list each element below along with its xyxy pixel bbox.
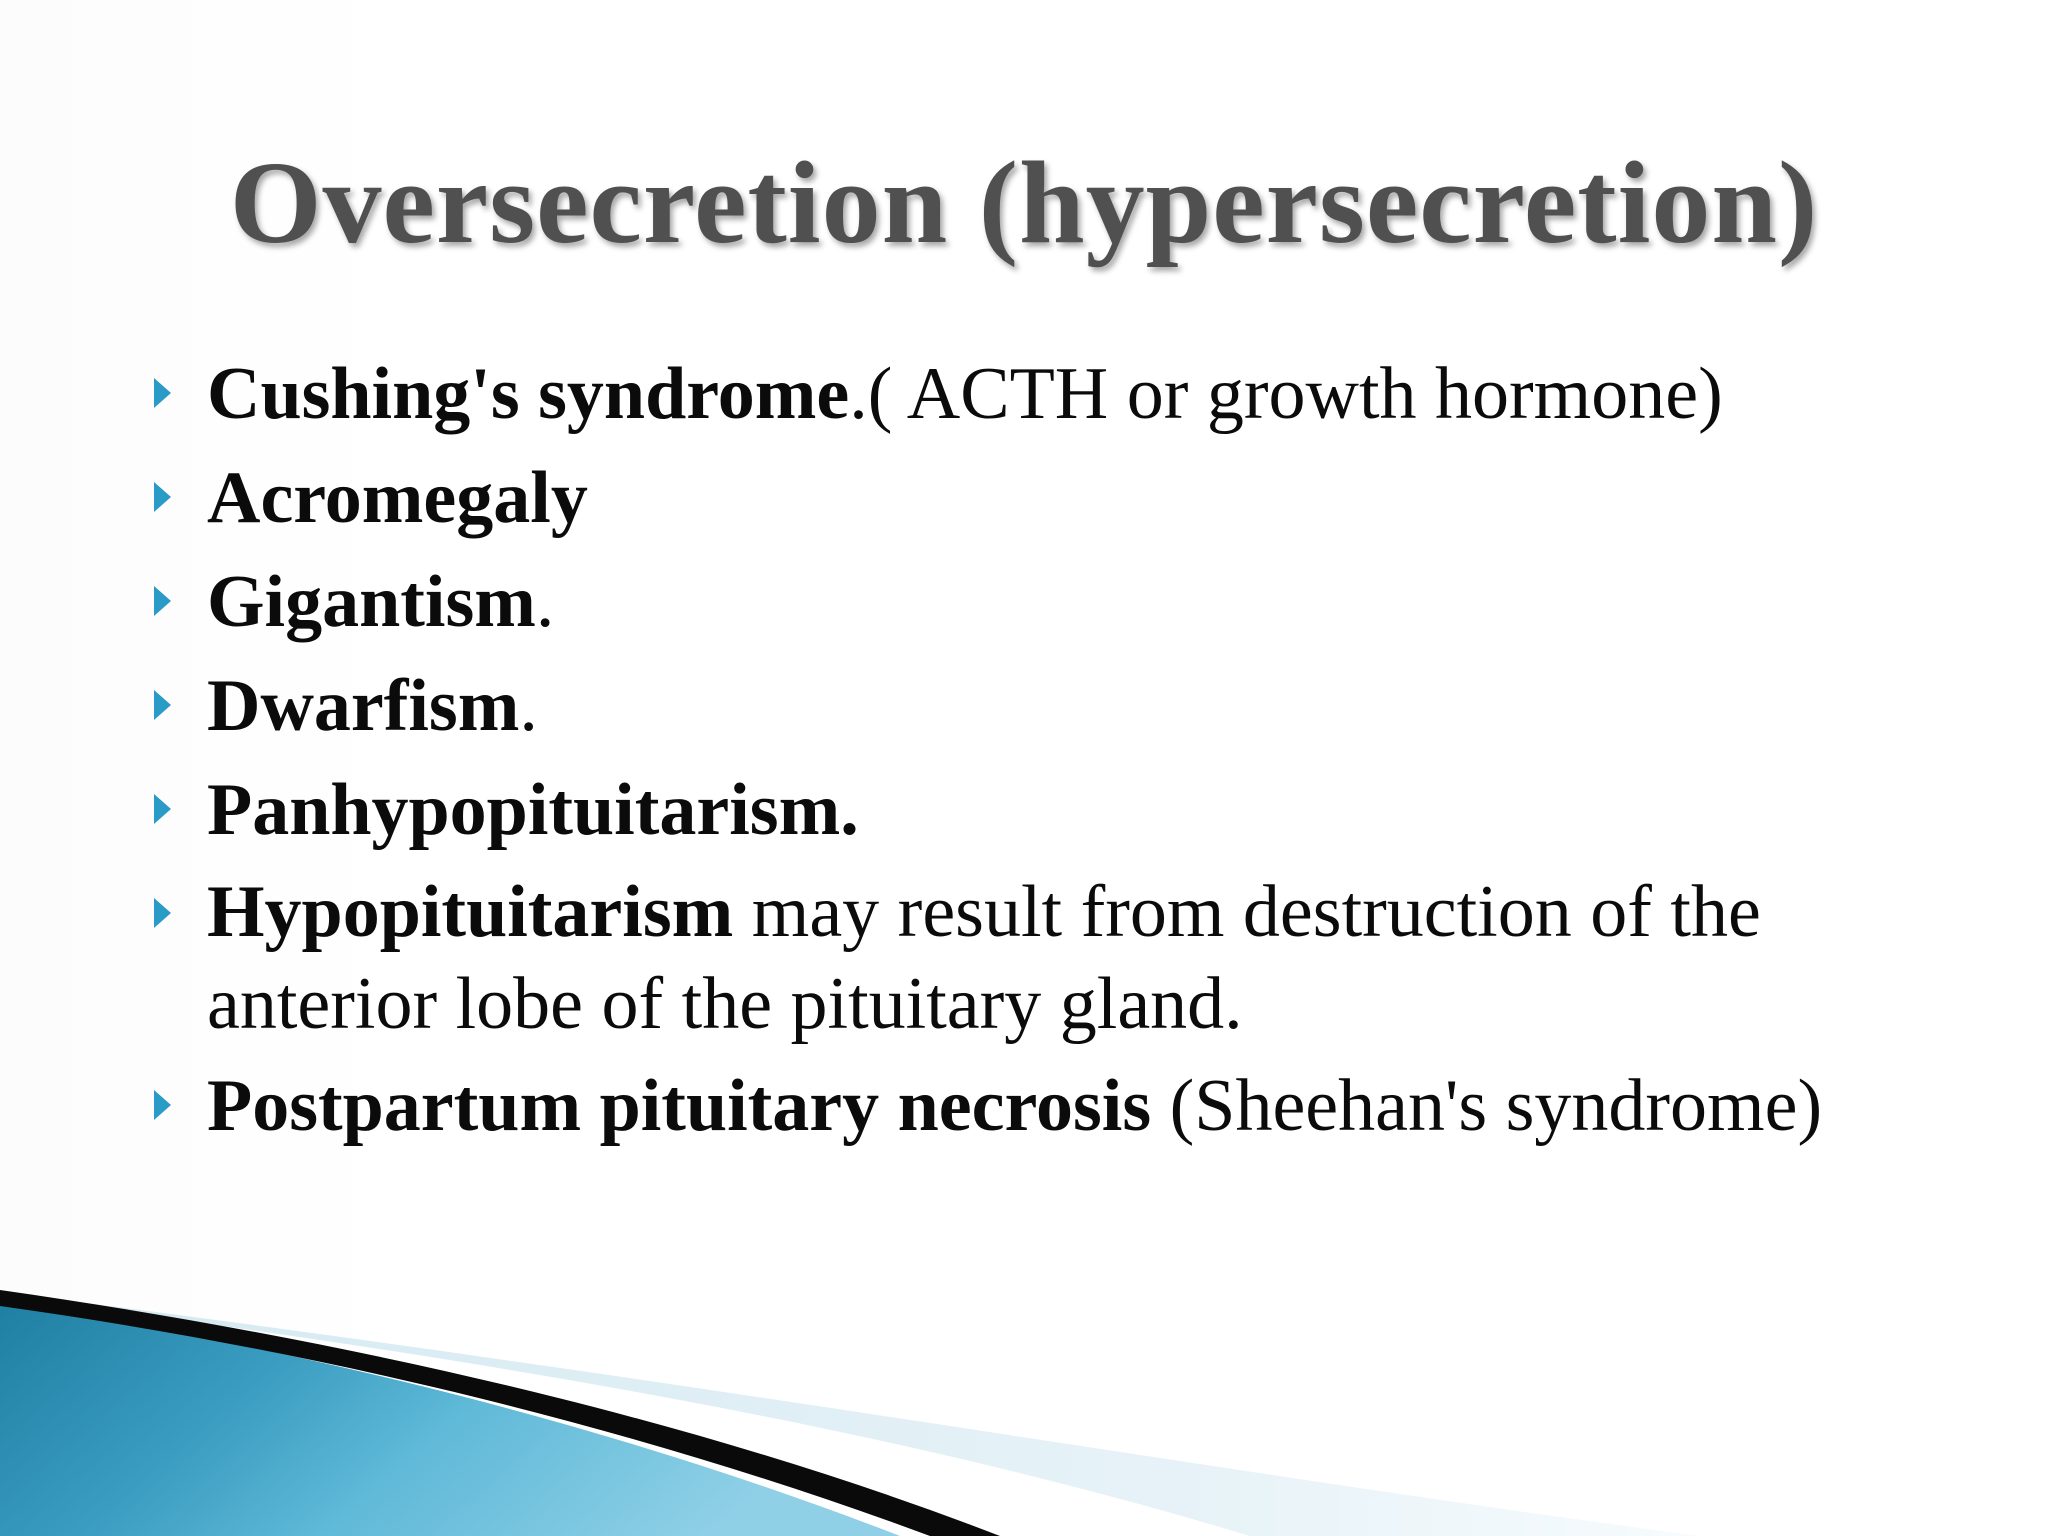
bullet-text: .: [535, 561, 555, 643]
list-item: [140, 450, 1980, 546]
list-item: [140, 1058, 1980, 1154]
bullet-term: Postpartum pituitary necrosis: [207, 1065, 1152, 1147]
bullet-term: Acromegaly: [207, 457, 588, 539]
bullet-text: may result from destruction of the anterior lobe of the pituitary gland.: [207, 871, 1761, 1045]
bullet-text: (Sheehan's syndrome): [1151, 1065, 1823, 1147]
bullet-triangle-icon: [154, 690, 171, 720]
bullet-text: .( ACTH or growth hormone): [849, 353, 1723, 435]
bullet-term: Hypopituitarism: [207, 871, 734, 953]
list-item: [140, 762, 1980, 858]
list-item: [140, 658, 1980, 754]
bullet-term: Gigantism: [207, 561, 536, 643]
slide-title: Oversecretion (hypersecretion): [229, 137, 1819, 268]
bullet-triangle-icon: [154, 482, 171, 512]
list-item: [140, 866, 1980, 1050]
bullet-triangle-icon: [154, 1090, 171, 1120]
wave-black-stripe: [0, 1290, 1000, 1536]
bullet-triangle-icon: [154, 794, 171, 824]
bullet-term: Dwarfism: [207, 665, 520, 747]
bullet-term: Cushing's syndrome: [207, 353, 850, 435]
wave-blue-area: [0, 1300, 900, 1536]
bullet-text: .: [519, 665, 538, 747]
bullet-triangle-icon: [154, 378, 171, 408]
bullet-triangle-icon: [154, 586, 171, 616]
bullet-list: [140, 346, 1980, 1162]
bullet-triangle-icon: [154, 898, 171, 928]
bullet-term: Panhypopituitarism.: [207, 769, 859, 851]
list-item: [140, 554, 1980, 650]
wave-pale-band: [0, 1292, 1700, 1536]
list-item: [140, 346, 1980, 442]
